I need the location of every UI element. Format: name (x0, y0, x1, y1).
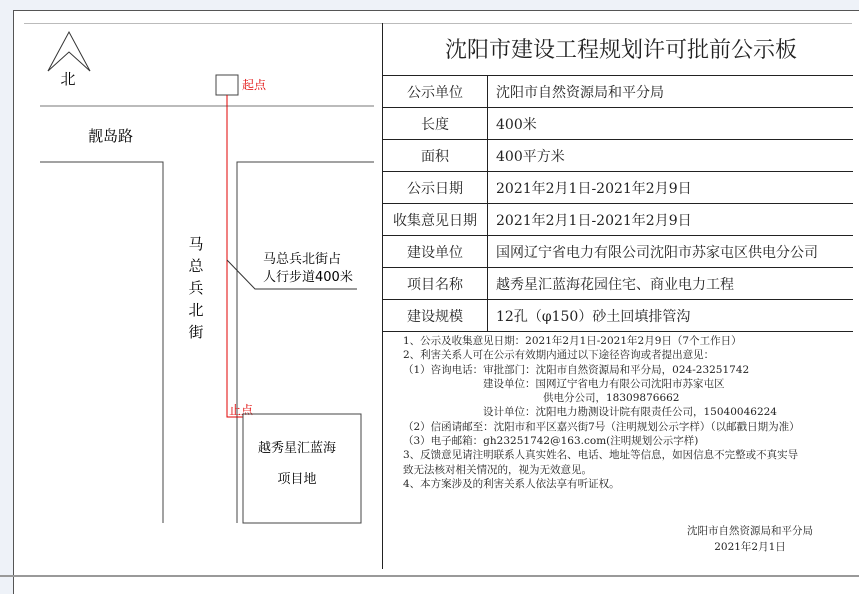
note-line: 1、公示及收集意见日期：2021年2月1日-2021年2月9日（7个工作日） (403, 335, 742, 347)
signature (650, 523, 850, 555)
route-map (0, 0, 382, 593)
svg-text:街: 街 (188, 323, 204, 341)
note-line: 2、利害关系人可在公示有效期内通过以下途径咨询或者提出意见： (403, 349, 715, 362)
north-arrow-icon (48, 32, 90, 71)
note-line: 3、反馈意见请注明联系人真实姓名、电话、地址等信息，如因信息不完整或不真实导 (403, 449, 799, 462)
block-left (40, 162, 163, 523)
info-value: 12孔（φ150）砂土回填排管沟 (488, 300, 854, 332)
signature-org: 沈阳市自然资源局和平分局 (687, 525, 813, 537)
note-line: （2）信函请邮至：沈阳市和平区嘉兴街7号（注明规划公示字样）（以邮戳日期为准） (403, 420, 800, 433)
info-row (383, 268, 853, 300)
project-site-box (243, 414, 361, 523)
note-line: 供电分公司，18309876662 (543, 392, 680, 405)
note-line: （3）电子邮箱：gh23251742@163.com(注明规划公示字样) (403, 435, 699, 448)
info-label: 公示单位 (383, 76, 488, 108)
start-label: 起点 (242, 78, 267, 92)
info-row (383, 172, 853, 204)
info-row (383, 204, 853, 236)
signature-date: 2021年2月1日 (714, 541, 786, 553)
north-label: 北 (60, 70, 76, 88)
cable-route (227, 95, 243, 417)
notes (383, 334, 853, 491)
callout-line2: 人行步道400米 (263, 270, 353, 285)
info-value: 沈阳市自然资源局和平分局 (488, 76, 854, 108)
info-value: 越秀星汇蓝海花园住宅、商业电力工程 (488, 268, 854, 300)
info-label: 面积 (383, 140, 488, 172)
svg-text:兵: 兵 (188, 279, 204, 297)
svg-text:总: 总 (188, 257, 204, 275)
info-value: 2021年2月1日-2021年2月9日 (488, 204, 854, 236)
info-value: 2021年2月1日-2021年2月9日 (488, 172, 854, 204)
info-row (383, 76, 853, 108)
street-name (188, 235, 204, 341)
block-right (237, 162, 374, 523)
info-label: 建设规模 (383, 300, 488, 332)
info-row (383, 236, 853, 268)
callout-line1: 马总兵北街占 (263, 252, 342, 267)
info-label: 项目名称 (383, 268, 488, 300)
info-value: 国网辽宁省电力有限公司沈阳市苏家屯区供电分公司 (488, 236, 854, 268)
info-label: 建设单位 (383, 236, 488, 268)
info-row (383, 108, 853, 140)
info-label: 公示日期 (383, 172, 488, 204)
start-point-box (216, 75, 238, 95)
note-line: 建设单位：国网辽宁省电力有限公司沈阳市苏家屯区 (483, 377, 725, 390)
note-line: （1）咨询电话：审批部门：沈阳市自然资源局和平分局，024-23251742 (403, 363, 750, 376)
note-line: 设计单位：沈阳电力勘测设计院有限责任公司，15040046224 (483, 406, 777, 419)
info-value: 400米 (488, 108, 854, 140)
info-value: 400平方米 (488, 140, 854, 172)
end-label: 止点 (229, 403, 254, 417)
svg-text:北: 北 (188, 301, 204, 319)
info-table (383, 75, 853, 332)
info-row (383, 300, 853, 332)
info-label: 长度 (383, 108, 488, 140)
road-name: 靓岛路 (88, 127, 134, 145)
project-site-name: 越秀星汇蓝海 (257, 441, 337, 456)
note-line: 4、本方案涉及的利害关系人依法享有听证权。 (403, 477, 620, 490)
note-line: 致无法核对相关情况的，视为无效意见。 (403, 463, 592, 476)
info-row (383, 140, 853, 172)
info-label: 收集意见日期 (383, 204, 488, 236)
project-site-label: 项目地 (277, 472, 317, 487)
svg-text:马: 马 (188, 235, 204, 253)
page-title: 沈阳市建设工程规划许可批前公示板 (444, 38, 797, 63)
